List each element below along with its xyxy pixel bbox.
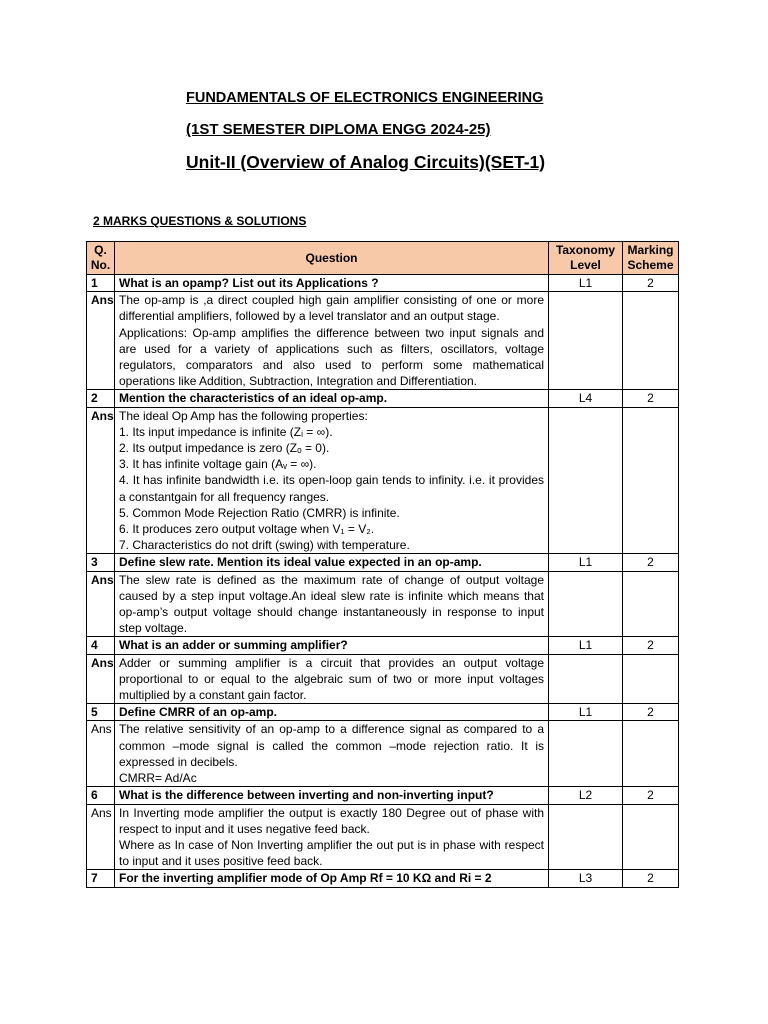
header-marking-scheme: Marking Scheme <box>623 242 679 275</box>
taxonomy-level: L1 <box>549 275 623 292</box>
question-row <box>87 554 679 571</box>
marking-scheme: 2 <box>623 787 679 804</box>
marking-scheme: 2 <box>623 275 679 292</box>
taxonomy-level: L1 <box>549 637 623 654</box>
answer-line: 4. It has infinite bandwidth i.e. its open-loop gain tends to infinity. i.e. it provides a constantgain for all frequency ranges. <box>119 473 544 504</box>
answer-text <box>115 721 549 787</box>
question-row <box>87 870 679 887</box>
taxonomy-level: L4 <box>549 390 623 407</box>
answer-level-cell <box>549 804 623 870</box>
questions-table <box>86 241 679 888</box>
unit-heading: Unit-II (Overview of Analog Circuits)(SET-1) <box>186 152 546 172</box>
answer-text <box>115 804 549 870</box>
answer-text <box>115 654 549 704</box>
question-number: 1 <box>87 275 115 292</box>
document-title: FUNDAMENTALS OF ELECTRONICS ENGINEERING <box>186 90 544 106</box>
answer-line: Where as In case of Non Inverting amplifier the out put is in phase with respect to input and it uses positive feed back. <box>119 837 544 869</box>
answer-line: 5. Common Mode Rejection Ratio (CMRR) is infinite. <box>119 505 400 520</box>
answer-marks-cell <box>623 654 679 704</box>
question-row <box>87 787 679 804</box>
header-question: Question <box>115 242 549 275</box>
answer-line: Applications: Op-amp amplifies the difference between two input signals and are used for a variety of applications such as filters, oscillators, voltage regulators, comparators and also used to perform some mathematical operations like Addition, Subtraction, Integration and Differentiation. <box>119 325 544 389</box>
question-text: What is an adder or summing amplifier? <box>115 637 549 654</box>
answer-row <box>87 654 679 704</box>
answer-label: Ans <box>87 804 115 870</box>
question-row <box>87 390 679 407</box>
header-q-no: Q. No. <box>87 242 115 275</box>
section-title: 2 MARKS QUESTIONS & SOLUTIONS <box>93 214 307 228</box>
marking-scheme: 2 <box>623 390 679 407</box>
header-taxonomy-level: Taxonomy Level <box>549 242 623 275</box>
answer-marks-cell <box>623 804 679 870</box>
question-row <box>87 275 679 292</box>
answer-marks-cell <box>623 292 679 390</box>
marking-scheme: 2 <box>623 704 679 721</box>
answer-level-cell <box>549 571 623 637</box>
marking-scheme: 2 <box>623 637 679 654</box>
answer-level-cell <box>549 654 623 704</box>
question-text: For the inverting amplifier mode of Op Amp Rf = 10 KΩ and Ri = 2 <box>115 870 549 887</box>
question-number: 5 <box>87 704 115 721</box>
answer-row <box>87 804 679 870</box>
answer-line: The relative sensitivity of an op-amp to a difference signal as compared to a common –mode signal is called the common –mode rejection ratio. It is expressed in decibels. <box>119 722 544 769</box>
answer-label: Ans <box>87 571 115 637</box>
answer-level-cell <box>549 292 623 390</box>
taxonomy-level: L1 <box>549 554 623 571</box>
question-number: 2 <box>87 390 115 407</box>
answer-label: Ans <box>87 407 115 554</box>
answer-line: In Inverting mode amplifier the output is exactly 180 Degree out of phase with respect to input and it uses negative feed back. <box>119 805 544 836</box>
taxonomy-level: L1 <box>549 704 623 721</box>
answer-label: Ans <box>87 292 115 390</box>
question-text: Mention the characteristics of an ideal op-amp. <box>115 390 549 407</box>
answer-line: 2. Its output impedance is zero (Zₒ = 0). <box>119 441 330 456</box>
answer-line: 1. Its input impedance is infinite (Zᵢ = ∞). <box>119 424 333 439</box>
answer-level-cell <box>549 721 623 787</box>
question-text: What is the difference between inverting and non-inverting input? <box>115 787 549 804</box>
question-number: 4 <box>87 637 115 654</box>
marking-scheme: 2 <box>623 870 679 887</box>
question-number: 3 <box>87 554 115 571</box>
answer-row <box>87 407 679 554</box>
answer-line: 3. It has infinite voltage gain (Aᵥ = ∞). <box>119 457 317 472</box>
answer-row <box>87 721 679 787</box>
answer-label: Ans <box>87 654 115 704</box>
question-row <box>87 637 679 654</box>
taxonomy-level: L3 <box>549 870 623 887</box>
answer-marks-cell <box>623 571 679 637</box>
answer-marks-cell <box>623 407 679 554</box>
answer-line: The ideal Op Amp has the following properties: <box>119 408 368 423</box>
answer-label: Ans <box>87 721 115 787</box>
answer-line: Adder or summing amplifier is a circuit that provides an output voltage proportional to or equal to the algebraic sum of two or more input voltages multiplied by a constant gain factor. <box>119 655 544 703</box>
question-number: 7 <box>87 870 115 887</box>
question-text: Define slew rate. Mention its ideal value expected in an op-amp. <box>115 554 549 571</box>
answer-line: 7. Characteristics do not drift (swing) with temperature. <box>119 538 410 553</box>
answer-line: The op-amp is ,a direct coupled high gain amplifier consisting of one or more differential amplifiers, followed by a level translator and an output stage. <box>119 293 544 324</box>
answer-row <box>87 571 679 637</box>
answer-text <box>115 571 549 637</box>
table-header-row <box>87 242 679 275</box>
answer-text <box>115 292 549 390</box>
answer-level-cell <box>549 407 623 554</box>
taxonomy-level: L2 <box>549 787 623 804</box>
answer-marks-cell <box>623 721 679 787</box>
answer-line: The slew rate is defined as the maximum rate of change of output voltage caused by a step input voltage.An ideal slew rate is infinite which means that op-amp’s output voltage should change instantaneously in response to input step voltage. <box>119 572 544 636</box>
semester-subtitle: (1ST SEMESTER DIPLOMA ENGG 2024-25) <box>186 121 491 138</box>
question-text: What is an opamp? List out its Applications ? <box>115 275 549 292</box>
question-text: Define CMRR of an op-amp. <box>115 704 549 721</box>
marking-scheme: 2 <box>623 554 679 571</box>
question-number: 6 <box>87 787 115 804</box>
answer-row <box>87 292 679 390</box>
answer-text <box>115 407 549 554</box>
answer-line: 6. It produces zero output voltage when V₁ = V₂. <box>119 522 375 537</box>
question-row <box>87 704 679 721</box>
answer-line: CMRR= Ad/Ac <box>119 771 197 786</box>
questions-body <box>87 275 679 888</box>
